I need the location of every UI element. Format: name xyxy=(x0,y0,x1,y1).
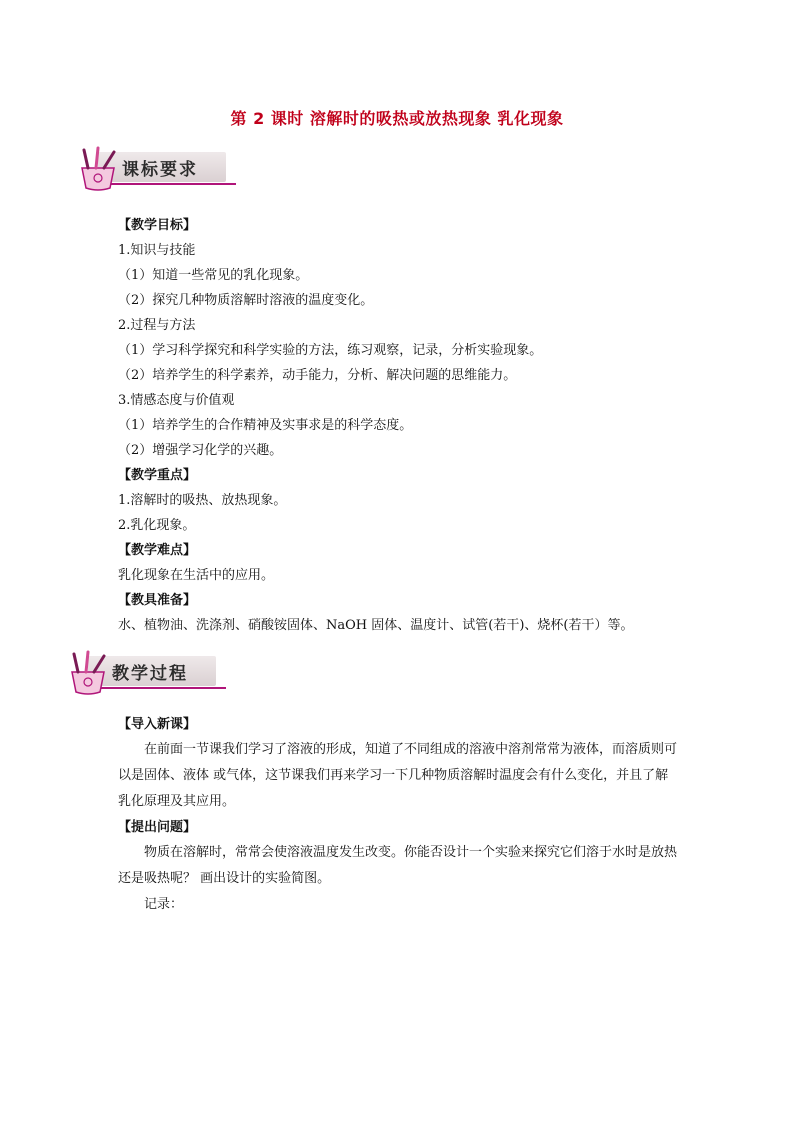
pen-holder-icon xyxy=(74,146,124,192)
process-item-1: （1）学习科学探究和科学实验的方法，练习观察，记录，分析实验现象。 xyxy=(118,343,543,358)
emotion-item-1: （1）培养学生的合作精神及实事求是的科学态度。 xyxy=(118,418,413,433)
knowledge-item-1: （1）知道一些常见的乳化现象。 xyxy=(118,268,309,283)
process-section xyxy=(118,712,678,917)
key-points-heading: 【教学重点】 xyxy=(118,468,197,483)
standards-section xyxy=(118,213,678,638)
intro-heading: 【导入新课】 xyxy=(118,717,197,732)
emotion-item-2: （2）增强学习化学的兴趣。 xyxy=(118,443,283,458)
key-point-2: 2.乳化现象。 xyxy=(118,518,196,533)
badge-label: 教学过程 xyxy=(112,664,188,684)
knowledge-heading: 1.知识与技能 xyxy=(118,243,196,258)
process-heading: 2.过程与方法 xyxy=(118,318,196,333)
page-title: 第 2 课时 溶解时的吸热或放热现象 乳化现象 xyxy=(230,109,564,128)
question-heading: 【提出问题】 xyxy=(118,820,197,835)
badge-label: 课标要求 xyxy=(122,160,198,180)
materials-heading: 【教具准备】 xyxy=(118,593,197,608)
difficulty-item: 乳化现象在生活中的应用。 xyxy=(118,568,275,583)
knowledge-item-2: （2）探究几种物质溶解时溶液的温度变化。 xyxy=(118,293,374,308)
pen-holder-icon xyxy=(64,650,114,696)
process-item-2: （2）培养学生的科学素养，动手能力，分析、解决问题的思维能力。 xyxy=(118,368,517,383)
section-badge-process xyxy=(64,650,234,696)
emotion-heading: 3.情感态度与价值观 xyxy=(118,393,235,408)
section-badge-standards xyxy=(74,146,244,192)
intro-paragraph: 在前面一节课我们学习了溶液的形成，知道了不同组成的溶液中溶剂常常为液体，而溶质则可以是固体、液体 或气体，这节课我们再来学习一下几种物质溶解时温度会有什么变化，并且了解乳化原理及其应用。 xyxy=(118,742,678,809)
materials-item: 水、植物油、洗涤剂、硝酸铵固体、NaOH 固体、温度计、试管(若干)、烧杯(若干）等。 xyxy=(118,618,634,633)
objectives-heading: 【教学目标】 xyxy=(118,218,197,233)
difficulty-heading: 【教学难点】 xyxy=(118,543,197,558)
question-paragraph: 物质在溶解时，常常会使溶液温度发生改变。你能否设计一个实验来探究它们溶于水时是放热还是吸热呢？ 画出设计的实验简图。 xyxy=(118,845,678,886)
key-point-1: 1.溶解时的吸热、放热现象。 xyxy=(118,493,287,508)
record-label: 记录： xyxy=(144,897,184,912)
